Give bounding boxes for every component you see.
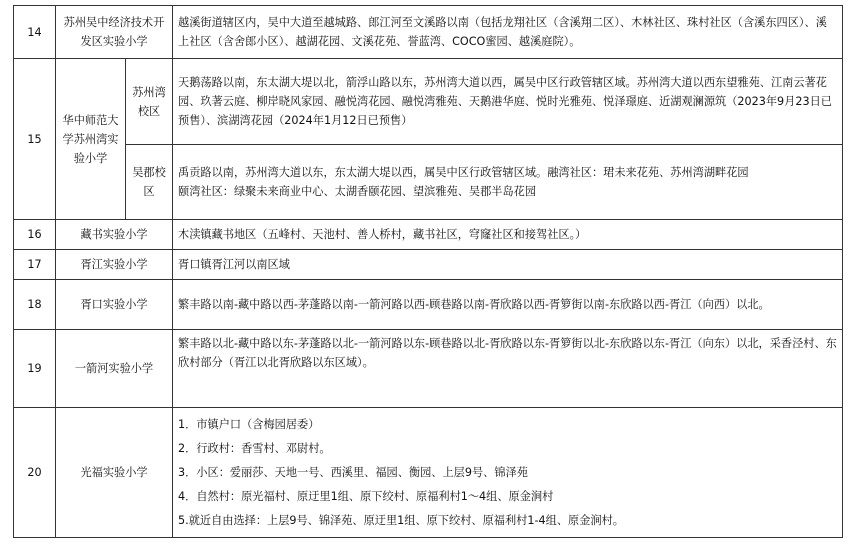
district-area: 越溪街道辖区内，吴中大道至越城路、郎江河至文溪路以南（包括龙翔社区（含溪翔二区）、木林社区、珠村社区（含溪东四区）、溪上社区（含舍郎小区）、越湖花园、文溪花苑、誉蓝湾、COCO蜜园、越溪庭院）。 <box>173 6 843 59</box>
table-row <box>14 220 843 250</box>
row-number: 16 <box>14 220 56 250</box>
row-number: 15 <box>14 59 56 220</box>
district-area: 繁丰路以北-藏中路以东-茅蓬路以北-一箭河路以东-顾巷路以北-胥欣路以东-胥箩街以北-东欣路以东-胥江（向东）以北，采香泾村、东欣村部分（胥江以北胥欣路以东区域）。 <box>173 330 843 408</box>
table-row <box>14 408 843 538</box>
district-area: 胥口镇胥江河以南区域 <box>173 250 843 280</box>
table-row <box>14 280 843 330</box>
district-area <box>173 408 843 538</box>
table-row <box>14 145 843 220</box>
list-item: 1．市镇户口（含梅园居委） <box>178 417 320 431</box>
table-row <box>14 59 843 145</box>
district-area: 天鹅荡路以南，东太湖大堤以北，箭浮山路以东，苏州湾大道以西，属吴中区行政管辖区域。苏州湾大道以西东望雅苑、江南云著花园、玖著云庭、柳岸晓风家园、融悦湾花园、融悦湾雅苑、天鹅港华庭、悦时光雅苑、悦泽璟庭、近湖观澜源筑（2023年9月23日已预售）、滨湖湾花园（2024年1月12日已预售） <box>173 59 843 145</box>
list-item: 5.就近自由选择：上层9号、锦泽苑、原迂里1组、原下绞村、原福利村1-4组、原金涧村。 <box>178 513 624 527</box>
school-name: 一箭河实验小学 <box>56 330 173 408</box>
school-name: 胥口实验小学 <box>56 280 173 330</box>
list-item: 4．自然村：原光福村、原迂里1组、原下绞村、原福利村1～4组、原金涧村 <box>178 489 554 503</box>
row-number: 18 <box>14 280 56 330</box>
table-row <box>14 6 843 59</box>
district-area <box>173 145 843 220</box>
list-item: 3．小区：爱丽莎、天地一号、西溪里、福园、衡园、上层9号、锦泽苑 <box>178 465 528 479</box>
district-area: 繁丰路以南-藏中路以西-茅蓬路以南-一箭河路以西-顾巷路以南-胥欣路以西-胥箩街以南-东欣路以西-胥江（向西）以北。 <box>173 280 843 330</box>
table-row <box>14 330 843 408</box>
campus-name: 吴郡校区 <box>126 145 173 220</box>
table-row <box>14 250 843 280</box>
district-area: 木渎镇藏书地区（五峰村、天池村、善人桥村，藏书社区，穹窿社区和接驾社区。） <box>173 220 843 250</box>
school-district-table <box>13 5 843 538</box>
area-line: 禹贡路以南，苏州湾大道以东，东太湖大堤以西，属吴中区行政管辖区域。融湾社区：珺未来花苑、苏州湾湖畔花园 <box>178 166 749 179</box>
row-number: 20 <box>14 408 56 538</box>
school-name: 藏书实验小学 <box>56 220 173 250</box>
school-name: 苏州吴中经济技术开发区实验小学 <box>56 6 173 59</box>
row-number: 17 <box>14 250 56 280</box>
row-number: 14 <box>14 6 56 59</box>
campus-name: 苏州湾校区 <box>126 59 173 145</box>
row-number: 19 <box>14 330 56 408</box>
list-item: 2．行政村：香雪村、邓尉村。 <box>178 441 331 455</box>
school-name: 光福实验小学 <box>56 408 173 538</box>
school-name: 华中师范大学苏州湾实验小学 <box>56 59 126 220</box>
area-line: 颐湾社区：绿聚未来商业中心、太湖香颐花园、望滨雅苑、吴郡半岛花园 <box>178 185 537 198</box>
school-name: 胥江实验小学 <box>56 250 173 280</box>
